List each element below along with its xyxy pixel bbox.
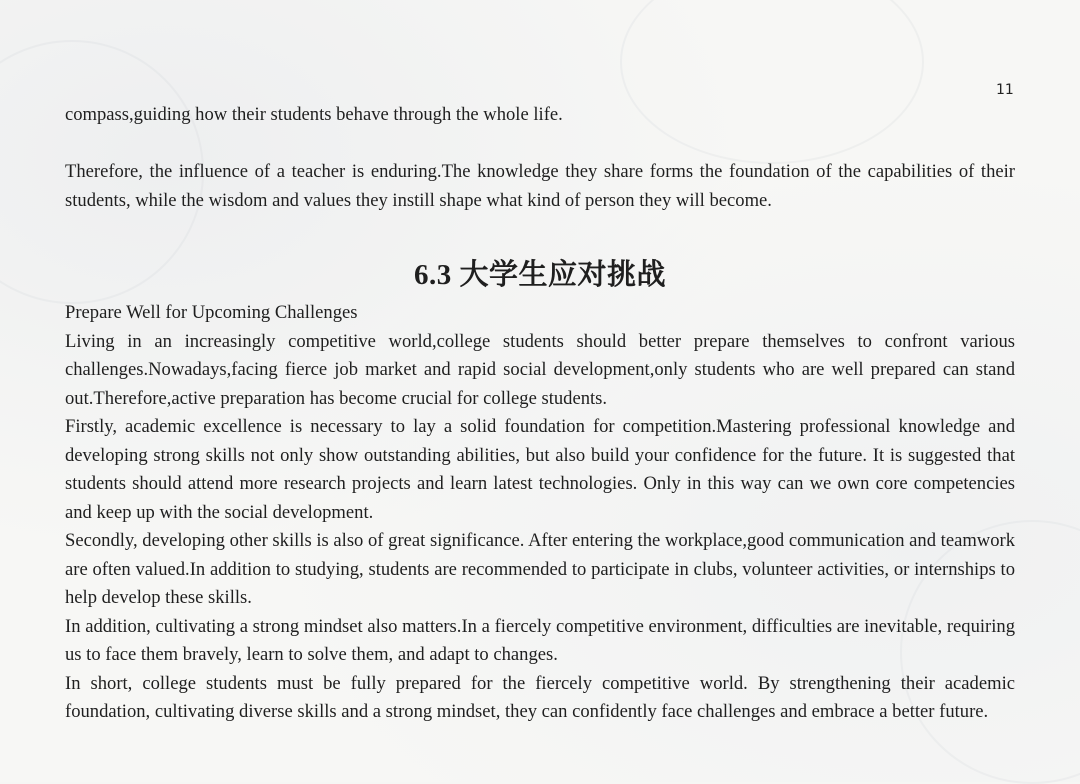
watermark-circle [620, 0, 924, 164]
essay-paragraph: In short, college students must be fully prepared for the fiercely competitive world. By strengthening their academic foundation, cultivating diverse skills and a strong mindset, they can confidently face challenges and embrace a better future. [65, 672, 1015, 722]
page-number: 11 [996, 82, 1014, 98]
therefore-paragraph [65, 158, 1015, 215]
continued-paragraph [65, 101, 1015, 130]
essay-body [65, 299, 1015, 727]
essay-paragraph: Secondly, developing other skills is also of great significance. After entering the workplace,good communication and teamwork are often valued.In addition to studying, students are recommended to participate in clubs, volunteer activities, or internships to help develop these skills. [65, 530, 1015, 608]
essay-title: Prepare Well for Upcoming Challenges [65, 302, 358, 323]
essay-paragraph: Firstly, academic excellence is necessary to lay a solid foundation for competition.Mastering professional knowledge and developing strong skills not only show outstanding abilities, but also build your confidence for the future. It is suggested that students should attend more research projects and learn latest technologies. Only in this way can we own core competencies and keep up with the social development. [65, 416, 1015, 523]
section-heading: 6.3 大学生应对挑战 [413, 259, 666, 291]
paragraph-text: Therefore, the influence of a teacher is enduring.The knowledge they share forms the foundation of the capabilities of their students, while the wisdom and values they instill shape what kind of person they will become. [65, 161, 1015, 211]
essay-paragraph: Living in an increasingly competitive world,college students should better prepare themselves to confront various challenges.Nowadays,facing fierce job market and rapid social development,only students who are well prepared can stand out.Therefore,active preparation has become crucial for college students. [65, 330, 1015, 409]
essay-paragraph: In addition, cultivating a strong mindset also matters.In a fiercely competitive environment, difficulties are inevitable, requiring us to face them bravely, learn to solve them, and adapt to changes. [65, 615, 1015, 665]
paragraph-fragment: compass,guiding how their students behave through the whole life. [65, 104, 563, 125]
